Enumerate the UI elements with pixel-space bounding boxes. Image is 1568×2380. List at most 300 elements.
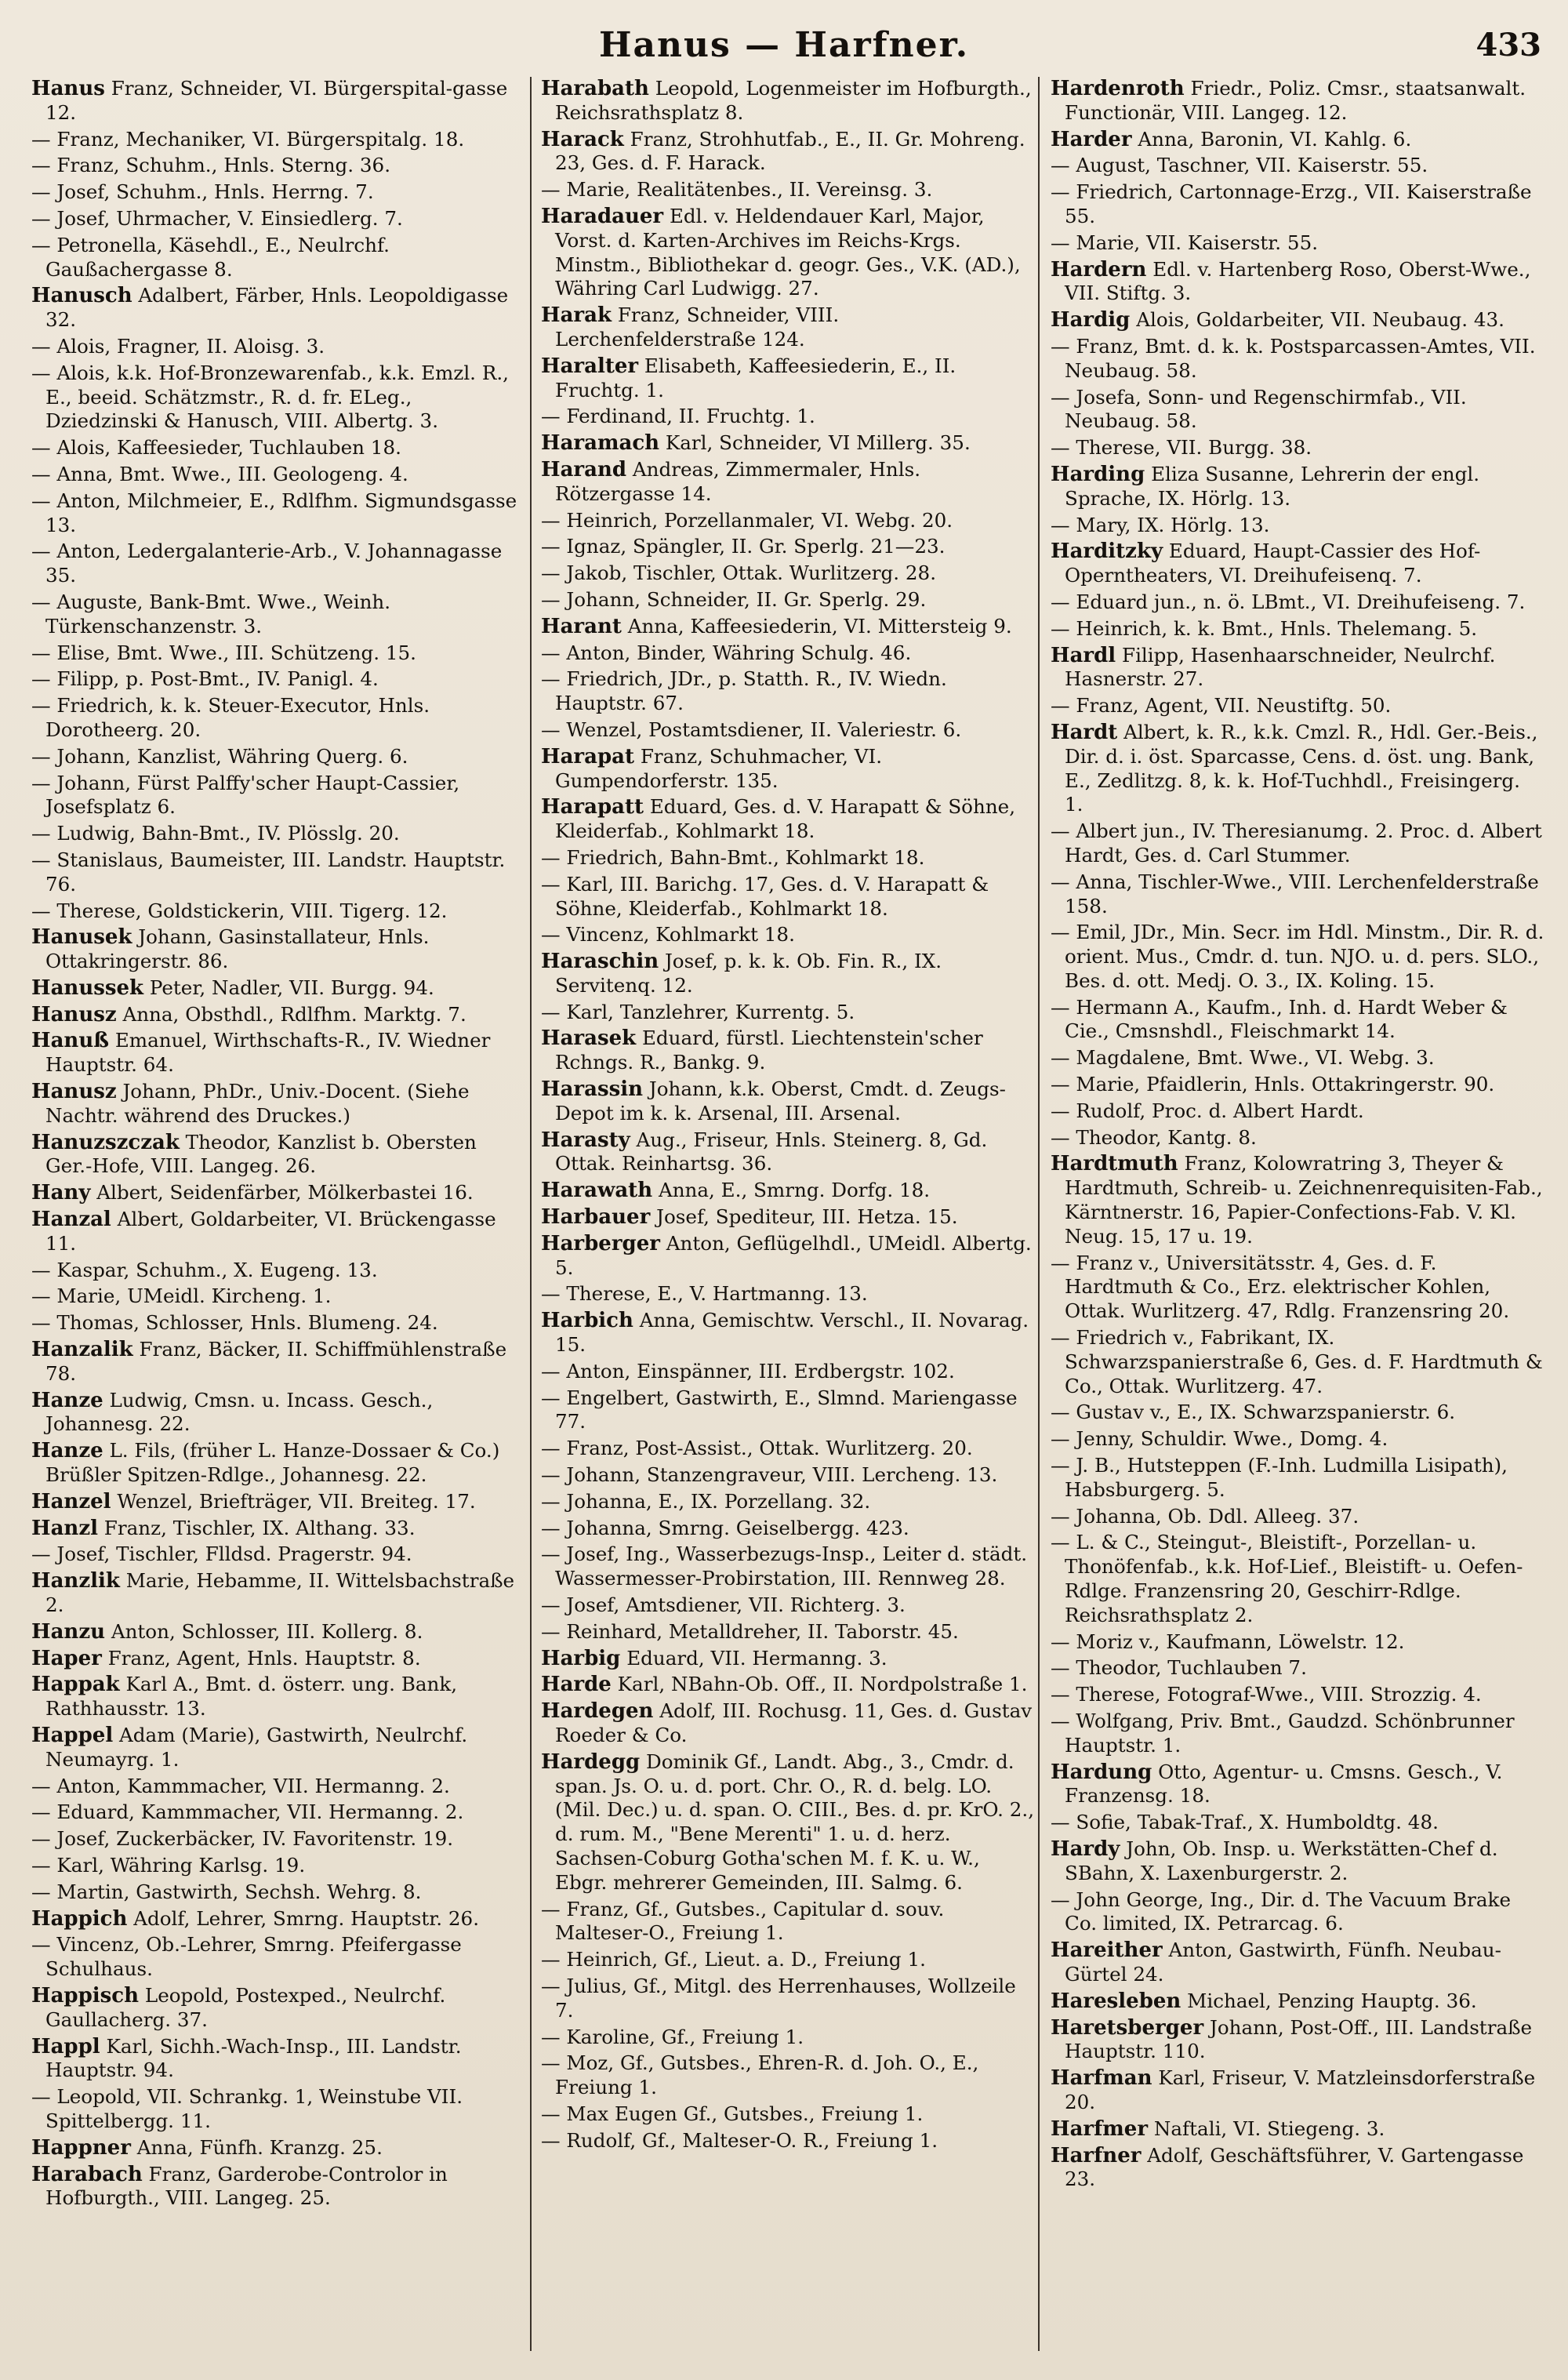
directory-entry: [1051, 1683, 1544, 1707]
entry-surname: Hardung: [1051, 1760, 1152, 1784]
entry-text: — Karl, III. Barichg. 17, Ges. d. V. Harapatt & Söhne, Kleiderfab., Kohlmarkt 18.: [541, 872, 989, 920]
directory-entry: [31, 2136, 525, 2160]
entry-text: — Moz, Gf., Gutsbes., Ehren-R. d. Joh. O., E., Freiung 1.: [541, 2051, 979, 2099]
directory-entry: [541, 1620, 1035, 1644]
directory-entry: [31, 1673, 525, 1721]
directory-entry: [1051, 921, 1544, 993]
directory-entry: [541, 509, 1035, 533]
entry-text: — Rudolf, Gf., Malteser-O. R., Freiung 1.: [541, 2128, 938, 2152]
entry-text: — Emil, JDr., Min. Secr. im Hdl. Minstm., Dir. R. d. orient. Mus., Cmdr. d. tun. NJO. u. d. pers. SLO., Bes. d. ott. Medj. O. 3., IX. Koling. 15.: [1051, 921, 1544, 992]
entry-text: — Friedrich v., Fabrikant, IX. Schwarzspanierstraße 6, Ges. d. F. Hardtmuth & Co., Ottak. Wurlitzerg. 47.: [1051, 1326, 1543, 1397]
entry-surname: Harfner: [1051, 2143, 1142, 2167]
entry-text: — Moriz v., Kaufmann, Löwelstr. 12.: [1051, 1630, 1405, 1653]
directory-entry: [1051, 2016, 1544, 2065]
directory-entry: [1051, 463, 1544, 511]
directory-entry: [541, 1593, 1035, 1618]
directory-entry: [1051, 1888, 1544, 1937]
directory-entry: [31, 335, 525, 359]
directory-entry: [31, 925, 525, 974]
entry-text: Anna, Baronin, VI. Kahlg. 6.: [1138, 127, 1412, 151]
directory-entry: [31, 1542, 525, 1567]
entry-text: — Ferdinand, II. Fruchtg. 1.: [541, 405, 815, 428]
entry-text: Eduard, Ges. d. V. Harapatt & Söhne, Kleiderfab., Kohlmarkt 18.: [555, 795, 1016, 843]
directory-entry: [541, 77, 1035, 125]
column-divider: [1038, 77, 1040, 2351]
entry-text: — Heinrich, Porzellanmaler, VI. Webg. 20.: [541, 508, 953, 532]
directory-entry: [31, 2163, 525, 2211]
entry-text: Franz, Tischler, IX. Althang. 33.: [103, 1516, 416, 1539]
entry-text: — Franz, Bmt. d. k. k. Postsparcassen-Amtes, VII. Neubaug. 58.: [1051, 334, 1536, 382]
directory-entry: [1051, 721, 1544, 817]
entry-surname: Harand: [541, 457, 627, 481]
entry-text: — Anton, Einspänner, III. Erdbergstr. 102.: [541, 1359, 955, 1383]
entry-text: — August, Taschner, VII. Kaiserstr. 55.: [1051, 154, 1428, 177]
entry-text: — Alois, Fragner, II. Aloisg. 3.: [31, 334, 325, 358]
directory-entry: [1051, 335, 1544, 383]
entry-text: — Johann, Schneider, II. Gr. Sperlg. 29.: [541, 587, 927, 611]
entry-surname: Hardtmuth: [1051, 1152, 1178, 1176]
entry-text: — Rudolf, Proc. d. Albert Hardt.: [1051, 1099, 1364, 1122]
directory-entry: [31, 1131, 525, 1179]
entry-text: — Johanna, E., IX. Porzellang. 32.: [541, 1489, 871, 1513]
entry-surname: Hardy: [1051, 1837, 1120, 1861]
directory-entry: [31, 77, 525, 125]
directory-entry: [541, 178, 1035, 202]
entry-text: Adam (Marie), Gastwirth, Neulrchf. Neumayrg. 1.: [45, 1724, 468, 1771]
entry-text: Filipp, Hasenhaarschneider, Neulrchf. Hasnerstr. 27.: [1065, 643, 1496, 691]
entry-surname: Haper: [31, 1646, 102, 1670]
entry-text: — Sofie, Tabak-Traf., X. Humboldtg. 48.: [1051, 1811, 1439, 1834]
entry-text: — Therese, Fotograf-Wwe., VIII. Strozzig. 4.: [1051, 1683, 1482, 1706]
entry-text: — Josef, Amtsdiener, VII. Richterg. 3.: [541, 1593, 906, 1617]
directory-entry: [541, 2102, 1035, 2127]
entry-text: Johann, Gasinstallateur, Hnls. Ottakringerstr. 86.: [45, 925, 430, 973]
entry-surname: Harak: [541, 303, 612, 328]
directory-entry: [1051, 644, 1544, 692]
entry-text: Dominik Gf., Landt. Abg., 3., Cmdr. d. span. Js. O. u. d. port. Chr. O., R. d. belg. LO. (Mil. Dec.) u. d. span. O. CIII., Bes. d. pr. KrO. 2., d. rum. M., "Bene Merenti" 1. u. d. herz. Sachsen-Coburg Gotha'schen M. f. K. u. W., Ebgr. mehrerer Gemeinden, III. Salmg. 6.: [555, 1750, 1035, 1894]
entry-text: — Jenny, Schuldir. Wwe., Domg. 4.: [1051, 1427, 1388, 1451]
directory-entry: [1051, 2117, 1544, 2142]
entry-text: Eliza Susanne, Lehrerin der engl. Sprache, IX. Hörlg. 13.: [1065, 462, 1480, 510]
directory-entry: [541, 1232, 1035, 1281]
directory-entry: [31, 284, 525, 332]
directory-entry: [541, 2129, 1035, 2153]
directory-entry: [1051, 1073, 1544, 1097]
entry-text: — Johann, Kanzlist, Währing Querg. 6.: [31, 744, 408, 768]
entry-surname: Harberger: [541, 1231, 660, 1255]
entry-text: — Therese, Goldstickerin, VIII. Tigerg. 12.: [31, 899, 448, 922]
directory-entry: [541, 128, 1035, 176]
entry-text: Franz, Schneider, VIII. Lerchenfelderstraße 124.: [555, 303, 840, 351]
directory-entry: [1051, 514, 1544, 538]
directory-entry: [1051, 2066, 1544, 2115]
entry-text: — Theodor, Kantg. 8.: [1051, 1125, 1257, 1149]
directory-entry: [1051, 1811, 1544, 1835]
entry-text: Franz, Schneider, VI. Bürgerspital-gasse 12.: [45, 77, 508, 124]
directory-entry: [1051, 1837, 1544, 1886]
entry-text: Emanuel, Wirthschafts-R., IV. Wiedner Hauptstr. 64.: [45, 1029, 491, 1077]
entry-text: Otto, Agentur- u. Cmsns. Gesch., V. Franzensg. 18.: [1065, 1760, 1503, 1808]
entry-text: — Jakob, Tischler, Ottak. Wurlitzerg. 28.: [541, 561, 937, 585]
entry-text: — Josef, Ing., Wasserbezugs-Insp., Leiter d. städt. Wassermesser-Probirstation, III. Rennweg 28.: [541, 1542, 1028, 1590]
directory-entry: [1051, 1099, 1544, 1124]
entry-text: Albert, Goldarbeiter, VI. Brückengasse 11.: [45, 1208, 496, 1255]
entry-text: — Therese, E., V. Hartmanng. 13.: [541, 1282, 868, 1306]
entry-text: — Alois, k.k. Hof-Bronzewarenfab., k.k. Emzl. R., E., beeid. Schätzmstr., R. d. fr. ELeg., Dziedzinski & Hanusch, VIII. Albertg. 3.: [31, 361, 509, 433]
directory-entry: [1051, 694, 1544, 718]
entry-text: — Reinhard, Metalldreher, II. Taborstr. 45.: [541, 1619, 959, 1643]
directory-entry: [1051, 617, 1544, 641]
entry-text: Ludwig, Cmsn. u. Incass. Gesch., Johannesg. 22.: [45, 1388, 434, 1436]
directory-entry: [1051, 1046, 1544, 1070]
entry-surname: Hardegen: [541, 1699, 654, 1724]
entry-surname: Haresleben: [1051, 1989, 1181, 2013]
directory-entry: [1051, 1630, 1544, 1655]
entry-surname: Haretsberger: [1051, 2015, 1204, 2040]
directory-entry: [1051, 1152, 1544, 1248]
entry-text: — Elise, Bmt. Wwe., III. Schützeng. 15.: [31, 641, 416, 664]
directory-entry: [541, 1699, 1035, 1748]
entry-text: — Anton, Milchmeier, E., Rdlfhm. Sigmundsgasse 13.: [31, 489, 517, 536]
directory-entry: [31, 207, 525, 231]
entry-surname: Harack: [541, 127, 624, 151]
directory-entry: [541, 1026, 1035, 1075]
entry-surname: Hardig: [1051, 308, 1131, 332]
directory-entry: [31, 1490, 525, 1514]
entry-text: Alois, Goldarbeiter, VII. Neubaug. 43.: [1136, 308, 1504, 332]
entry-surname: Hareither: [1051, 1939, 1163, 1963]
directory-entry: [31, 1389, 525, 1437]
directory-entry: [1051, 870, 1544, 919]
entry-text: — Leopold, VII. Schrankg. 1, Weinstube VII. Spittelbergg. 11.: [31, 2085, 463, 2132]
entry-text: Franz, Agent, Hnls. Hauptstr. 8.: [107, 1646, 421, 1670]
directory-entry: [1051, 386, 1544, 434]
directory-entry: [541, 1750, 1035, 1895]
directory-entry: [31, 1029, 525, 1077]
entry-text: — Therese, VII. Burgg. 38.: [1051, 436, 1312, 460]
entry-text: — Alois, Kaffeesieder, Tuchlauben 18.: [31, 436, 401, 460]
entry-surname: Happel: [31, 1724, 114, 1747]
directory-entry: [31, 641, 525, 666]
entry-text: Josef, Spediteur, III. Hetza. 15.: [656, 1205, 958, 1229]
entry-text: Karl A., Bmt. d. österr. ung. Bank, Rathhausstr. 13.: [45, 1673, 458, 1721]
entry-text: Adolf, Geschäftsführer, V. Gartengasse 23.: [1065, 2143, 1524, 2191]
entry-surname: Harapat: [541, 744, 634, 769]
directory-entry: [31, 1724, 525, 1772]
entry-surname: Hany: [31, 1181, 91, 1205]
entry-text: — L. & C., Steingut-, Bleistift-, Porzellan- u. Thonöfenfab., k.k. Hof-Lief., Bleistift- u. Oefen-Rdlge. Franzensring 20, Geschirr-Rdlge. Reichsrathsplatz 2.: [1051, 1531, 1523, 1626]
entry-text: Eduard, VII. Hermanng. 3.: [626, 1646, 887, 1670]
entry-text: Adolf, III. Rochusg. 11, Ges. d. Gustav Roeder & Co.: [555, 1699, 1033, 1746]
entry-text: Peter, Nadler, VII. Burgg. 94.: [149, 976, 434, 999]
entry-surname: Harasty: [541, 1128, 630, 1152]
entry-text: — Vincenz, Kohlmarkt 18.: [541, 923, 795, 947]
directory-entry: [31, 899, 525, 924]
entry-surname: Hanusek: [31, 925, 132, 950]
entry-text: — Marie, VII. Kaiserstr. 55.: [1051, 231, 1319, 254]
directory-entry: [1051, 819, 1544, 868]
entry-surname: Hanusch: [31, 284, 132, 308]
directory-entry: [31, 590, 525, 639]
directory-entry: [31, 772, 525, 820]
entry-text: — Wolfgang, Priv. Bmt., Gaudzd. Schönbrunner Hauptstr. 1.: [1051, 1710, 1515, 1757]
entry-text: — Auguste, Bank-Bmt. Wwe., Weinh. Türkenschanzenstr. 3.: [31, 590, 391, 638]
directory-entry: [1051, 1989, 1544, 2014]
entry-text: Franz, Kolowratring 3, Theyer & Hardtmuth, Schreib- u. Zeichnenrequisiten-Fab., Kärntnerstr. 16, Papier-Confections-Fab. V. Kl. Neug. 15, 17 u. 19.: [1065, 1152, 1543, 1248]
entry-text: — Anton, Binder, Währing Schulg. 46.: [541, 641, 912, 664]
directory-entry: [31, 822, 525, 846]
entry-surname: Haralter: [541, 354, 639, 378]
directory-entry: [31, 1984, 525, 2033]
entry-text: — J. B., Hutsteppen (F.-Inh. Ludmilla Lisipath), Habsburgerg. 5.: [1051, 1454, 1508, 1501]
entry-surname: Hardern: [1051, 257, 1147, 282]
directory-entry: [541, 205, 1035, 301]
directory-entry: [31, 154, 525, 178]
entry-text: — Karl, Tanzlehrer, Kurrentg. 5.: [541, 1000, 855, 1023]
entry-text: — Theodor, Tuchlauben 7.: [1051, 1656, 1307, 1680]
entry-surname: Harabath: [541, 77, 649, 100]
directory-entry: [31, 1800, 525, 1825]
column-2: [541, 77, 1035, 2367]
entry-text: — Stanislaus, Baumeister, III. Landstr. Hauptstr. 76.: [31, 848, 506, 896]
directory-entry: [31, 1907, 525, 1931]
entry-text: — Josef, Zuckerbäcker, IV. Favoritenstr. 19.: [31, 1827, 454, 1851]
entry-text: Karl, Sichh.-Wach-Insp., III. Landstr. Hauptstr. 94.: [45, 2034, 462, 2082]
entry-text: Anna, Fünfh. Kranzg. 25.: [136, 2135, 383, 2159]
entry-text: — Anna, Bmt. Wwe., III. Geologeng. 4.: [31, 462, 408, 485]
entry-text: — Friedrich, Bahn-Bmt., Kohlmarkt 18.: [541, 845, 925, 869]
directory-entry: [541, 923, 1035, 947]
entry-text: — Eduard, Kammmacher, VII. Hermanng. 2.: [31, 1800, 464, 1824]
entry-text: — Friedrich, Cartonnage-Erzg., VII. Kaiserstraße 55.: [1051, 180, 1532, 227]
directory-entry: [1051, 1505, 1544, 1529]
directory-entry: [541, 1463, 1035, 1488]
directory-entry: [541, 846, 1035, 870]
directory-entry: [541, 588, 1035, 612]
entry-surname: Hanuzszczak: [31, 1130, 180, 1154]
directory-entry: [31, 667, 525, 692]
entry-text: — Franz, Schuhm., Hnls. Sterng. 36.: [31, 154, 391, 177]
entry-text: — Josef, Tischler, Flldsd. Pragerstr. 94.: [31, 1542, 412, 1566]
directory-entry: [1051, 1126, 1544, 1150]
entry-text: Anna, Kaffeesiederin, VI. Mittersteig 9.: [627, 614, 1012, 638]
entry-text: Michael, Penzing Hauptg. 36.: [1187, 1989, 1477, 2012]
entry-surname: Harbig: [541, 1646, 621, 1670]
directory-entry: [541, 1360, 1035, 1384]
entry-text: Anna, Obsthdl., Rdlfhm. Marktg. 7.: [122, 1002, 466, 1026]
directory-entry: [31, 745, 525, 769]
entry-surname: Hanzal: [31, 1208, 111, 1232]
directory-entry: [541, 795, 1035, 844]
entry-surname: Happisch: [31, 1983, 140, 2008]
directory-entry: [541, 615, 1035, 639]
directory-entry: [31, 1827, 525, 1851]
entry-surname: Hanussek: [31, 976, 144, 1000]
entry-text: — Marie, Realitätenbes., II. Vereinsg. 3.: [541, 178, 933, 202]
entry-text: — Wenzel, Postamtsdiener, II. Valeriestr. 6.: [541, 718, 962, 741]
entry-surname: Haraschin: [541, 950, 659, 974]
directory-entry: [1051, 1454, 1544, 1502]
entry-surname: Haradauer: [541, 204, 664, 228]
entry-text: Johann, k.k. Oberst, Cmdt. d. Zeugs-Depot im k. k. Arsenal, III. Arsenal.: [555, 1077, 1006, 1125]
entry-surname: Hardl: [1051, 643, 1116, 667]
directory-entry: [31, 1517, 525, 1541]
entry-text: Karl, NBahn-Ob. Off., II. Nordpolstraße 1.: [617, 1673, 1028, 1696]
directory-entry: [31, 1647, 525, 1671]
entry-text: Edl. v. Hartenberg Roso, Oberst-Wwe., VII. Stiftg. 3.: [1065, 257, 1531, 305]
directory-entry: [541, 950, 1035, 998]
directory-entry: [31, 1775, 525, 1799]
entry-text: — Ignaz, Spängler, II. Gr. Sperlg. 21—23.: [541, 535, 946, 558]
directory-entry: [541, 1309, 1035, 1357]
entry-text: Adalbert, Färber, Hnls. Leopoldigasse 32.: [45, 284, 509, 332]
directory-entry: [31, 2035, 525, 2084]
entry-text: — Josefa, Sonn- und Regenschirmfab., VII. Neubaug. 58.: [1051, 385, 1467, 433]
directory-entry: [31, 128, 525, 152]
entry-text: Marie, Hebamme, II. Wittelsbachstraße 2.: [45, 1569, 515, 1617]
entry-surname: Harfmer: [1051, 2117, 1149, 2141]
directory-entry: [31, 1569, 525, 1618]
directory-entry: [31, 234, 525, 282]
directory-entry: [1051, 1656, 1544, 1681]
entry-text: — Friedrich, JDr., p. Statth. R., IV. Wiedn. Hauptstr. 67.: [541, 667, 947, 715]
entry-surname: Harabach: [31, 2162, 143, 2186]
entry-surname: Harbich: [541, 1309, 633, 1333]
directory-entry: [31, 848, 525, 897]
entry-surname: Harde: [541, 1673, 612, 1697]
directory-entry: [541, 1437, 1035, 1461]
entry-text: — Friedrich, k. k. Steuer-Executor, Hnls. Dorotheerg. 20.: [31, 694, 430, 741]
directory-entry: [1051, 1401, 1544, 1425]
directory-entry: [1051, 258, 1544, 307]
directory-entry: [541, 667, 1035, 716]
entry-surname: Harbauer: [541, 1205, 651, 1230]
directory-entry: [541, 1898, 1035, 1946]
entry-surname: Harassin: [541, 1077, 644, 1102]
entry-text: Albert, k. R., k.k. Cmzl. R., Hdl. Ger.-Beis., Dir. d. i. öst. Sparcasse, Cens. d. öst. ung. Bank, E., Zedlitzg. 8, k. k. Hof-Tuchhdl., Freisingerg. 1.: [1065, 720, 1538, 816]
entry-text: — Karl, Währing Karlsg. 19.: [31, 1853, 306, 1877]
directory-entry: [541, 1517, 1035, 1541]
entry-text: — Julius, Gf., Mitgl. des Herrenhauses, Wollzeile 7.: [541, 1974, 1016, 2022]
directory-entry: [541, 535, 1035, 559]
directory-entry: [541, 873, 1035, 921]
entry-text: — Josef, Uhrmacher, V. Einsiedlerg. 7.: [31, 206, 403, 230]
directory-entry: [31, 463, 525, 487]
column-1: [31, 77, 525, 2367]
entry-surname: Hanzl: [31, 1516, 98, 1540]
entry-text: — Eduard jun., n. ö. LBmt., VI. Dreihufeiseng. 7.: [1051, 590, 1526, 613]
entry-surname: Harant: [541, 614, 622, 638]
entry-text: — Martin, Gastwirth, Sechsh. Wehrg. 8.: [31, 1880, 422, 1903]
directory-entry: [1051, 1939, 1544, 1987]
directory-entry: [541, 1205, 1035, 1230]
entry-surname: Harder: [1051, 127, 1132, 151]
entry-surname: Harapatt: [541, 795, 644, 819]
entry-surname: Hardt: [1051, 720, 1118, 744]
directory-entry: [541, 1647, 1035, 1671]
entry-text: Naftali, VI. Stiegeng. 3.: [1153, 2117, 1385, 2140]
directory-entry: [1051, 180, 1544, 229]
entry-surname: Hanzel: [31, 1489, 111, 1513]
directory-entry: [1051, 308, 1544, 332]
directory-entry: [1051, 1326, 1544, 1398]
directory-entry: [31, 1338, 525, 1386]
directory-entry: [1051, 1710, 1544, 1758]
entry-surname: Hanze: [31, 1439, 103, 1463]
directory-entry: [541, 2051, 1035, 2100]
entry-text: Anna, E., Smrng. Dorfg. 18.: [658, 1179, 931, 1202]
directory-entry: [1051, 436, 1544, 460]
directory-entry: [1051, 1252, 1544, 1324]
directory-entry: [31, 540, 525, 588]
entry-text: — Johanna, Ob. Ddl. Alleeg. 37.: [1051, 1504, 1359, 1528]
entry-text: — Johann, Stanzengraveur, VIII. Lercheng. 13.: [541, 1463, 998, 1487]
directory-entry: [541, 1128, 1035, 1177]
directory-entry: [31, 436, 525, 460]
entry-surname: Harawath: [541, 1179, 653, 1203]
entry-surname: Hanze: [31, 1388, 103, 1412]
directory-entry: [31, 180, 525, 205]
entry-text: — Engelbert, Gastwirth, E., Slmnd. Mariengasse 77.: [541, 1386, 1018, 1433]
directory-entry: [31, 1259, 525, 1283]
entry-text: — Heinrich, k. k. Bmt., Hnls. Thelemang. 5.: [1051, 616, 1478, 640]
directory-entry: [541, 303, 1035, 352]
entry-surname: Hanusz: [31, 1080, 117, 1104]
entry-text: — Kaspar, Schuhm., X. Eugeng. 13.: [31, 1258, 378, 1281]
directory-entry: [541, 561, 1035, 586]
directory-entry: [31, 1181, 525, 1205]
entry-text: — Heinrich, Gf., Lieut. a. D., Freiung 1.: [541, 1948, 926, 1971]
entry-text: — Marie, UMeidl. Kircheng. 1.: [31, 1284, 332, 1308]
directory-entry: [541, 1490, 1035, 1514]
directory-entry: [31, 362, 525, 434]
entry-surname: Happl: [31, 2034, 100, 2058]
directory-entry: [541, 1077, 1035, 1126]
entry-text: — Petronella, Käsehdl., E., Neulrchf. Gaußachergasse 8.: [31, 233, 390, 281]
entry-text: Eduard, fürstl. Liechtenstein'scher Rchngs. R., Bankg. 9.: [555, 1026, 983, 1074]
entry-surname: Hanzu: [31, 1619, 105, 1644]
entry-text: — Mary, IX. Hörlg. 13.: [1051, 513, 1270, 536]
directory-entry: [31, 1284, 525, 1309]
entry-text: Adolf, Lehrer, Smrng. Hauptstr. 26.: [133, 1906, 480, 1930]
entry-surname: Harasek: [541, 1026, 637, 1051]
entry-text: — Marie, Pfaidlerin, Hnls. Ottakringerstr. 90.: [1051, 1073, 1495, 1096]
entry-text: — Franz, Gf., Gutsbes., Capitular d. souv. Malteser-O., Freiung 1.: [541, 1897, 945, 1945]
directory-entry: [541, 458, 1035, 507]
entry-text: — Karoline, Gf., Freiung 1.: [541, 2025, 804, 2048]
directory-entry: [541, 1542, 1035, 1591]
directory-entry: [541, 1001, 1035, 1025]
entry-text: Anton, Schlosser, III. Kollerg. 8.: [111, 1619, 423, 1643]
entry-text: Anton, Gastwirth, Fünfh. Neubau-Gürtel 24.: [1065, 1939, 1501, 1986]
entry-surname: Happak: [31, 1673, 120, 1697]
entry-text: — Thomas, Schlosser, Hnls. Blumeng. 24.: [31, 1311, 438, 1335]
page-header: [0, 14, 1568, 77]
entry-text: — Max Eugen Gf., Gutsbes., Freiung 1.: [541, 2102, 924, 2125]
directory-entry: [1051, 1531, 1544, 1627]
directory-entry: [541, 1179, 1035, 1203]
entry-text: — Hermann A., Kaufm., Inh. d. Hardt Weber & Cie., Cmsnshdl., Fleischmarkt 14.: [1051, 995, 1508, 1043]
entry-surname: Hanus: [31, 77, 105, 100]
entry-text: Franz, Garderobe-Controlor in Hofburgth., VIII. Langeg. 25.: [45, 2162, 448, 2210]
entry-surname: Hanzalik: [31, 1338, 133, 1362]
entry-surname: Harfman: [1051, 2066, 1152, 2091]
directory-entry: [1051, 231, 1544, 256]
entry-text: Johann, PhDr., Univ.-Docent. (Siehe Nachtr. während des Druckes.): [45, 1080, 470, 1127]
directory-entry: [1051, 540, 1544, 588]
entry-text: Leopold, Logenmeister im Hofburgth., Reichsrathsplatz 8.: [555, 77, 1032, 124]
directory-entry: [541, 405, 1035, 429]
